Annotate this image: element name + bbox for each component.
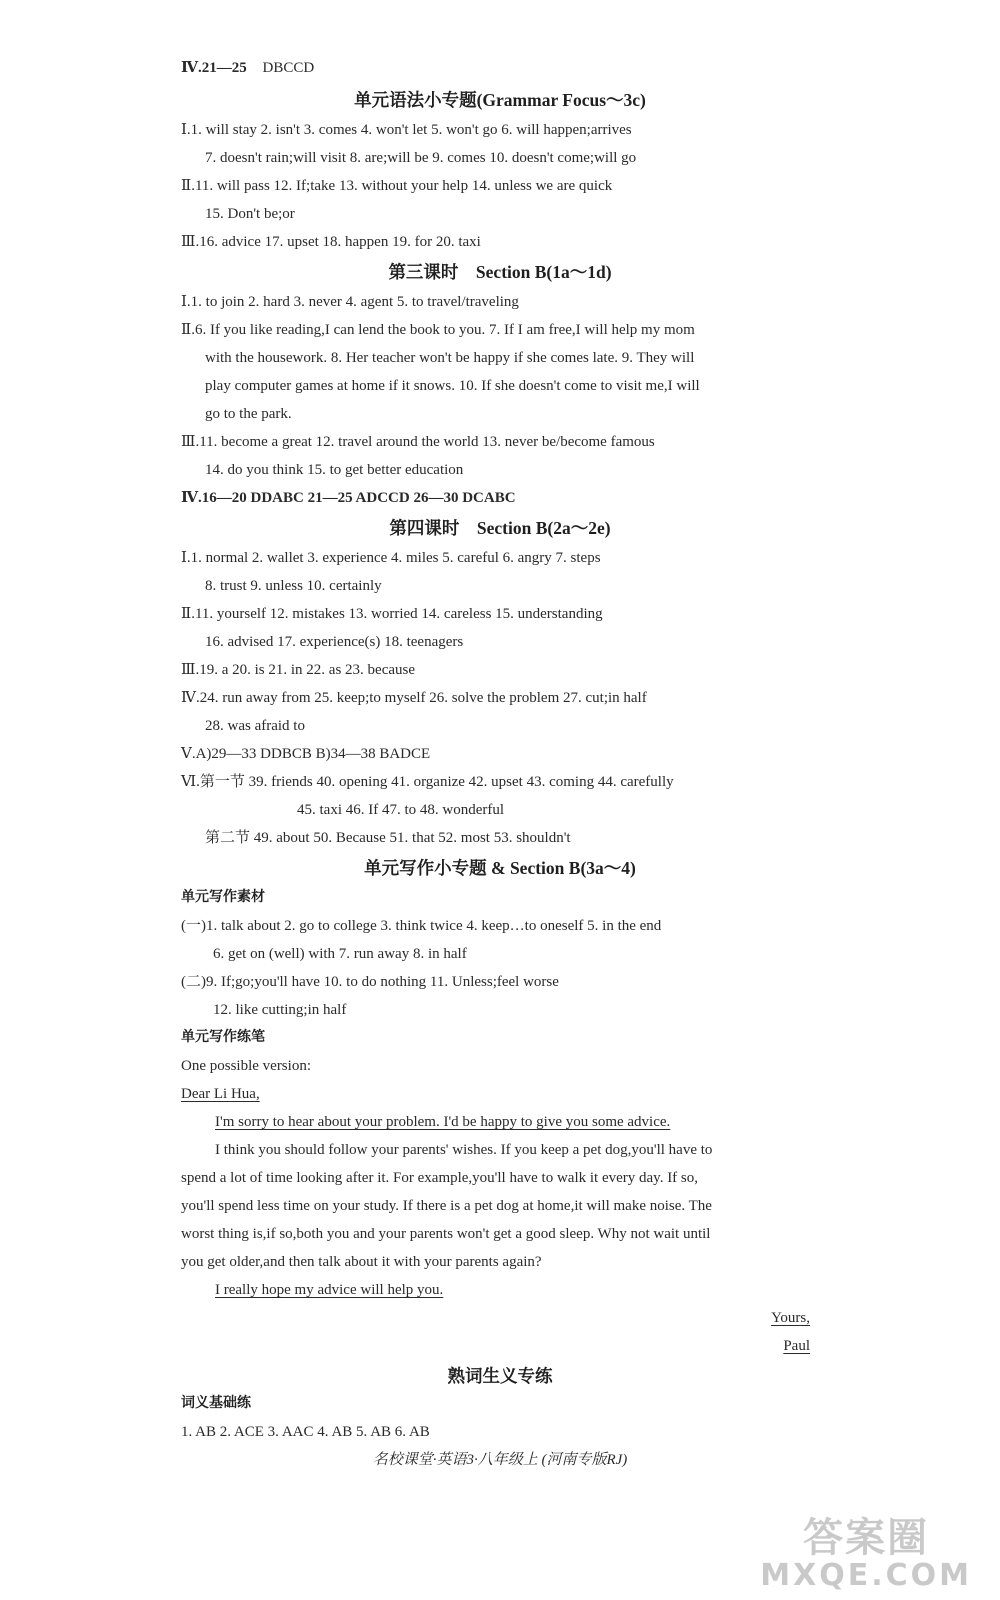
essay-line: worst thing is,if so,both you and your parents won't get a good sleep. Why not wait until	[181, 1226, 711, 1242]
essay-line: you'll spend less time on your study. If there is a pet dog at home,it will make noise. The	[181, 1198, 712, 1214]
answer-line: play computer games at home if it snows. 10. If she doesn't come to visit me,I will	[205, 378, 700, 394]
answer-line: Ⅳ.16—20 DDABC 21—25 ADCCD 26—30 DCABC	[181, 490, 516, 506]
answer-line: with the housework. 8. Her teacher won't be happy if she comes late. 9. They will	[205, 350, 695, 366]
answer-line: 16. advised 17. experience(s) 18. teenagers	[205, 634, 464, 650]
section-heading: 熟词生义专练	[447, 1366, 553, 1386]
essay-signature: Paul	[783, 1338, 810, 1354]
answer-line: 14. do you think 15. to get better education	[205, 462, 464, 478]
answer-line: 7. doesn't rain;will visit 8. are;will be 9. comes 10. doesn't come;will go	[205, 150, 637, 166]
question-range: 21—25	[201, 60, 247, 76]
answer-line: 45. taxi 46. If 47. to 48. wonderful	[297, 802, 505, 818]
essay-line: spend a lot of time looking after it. For example,you'll have to walk it every day. If so,	[181, 1170, 699, 1186]
answer-line: Ⅱ.6. If you like reading,I can lend the book to you. 7. If I am free,I will help my mom	[181, 322, 695, 338]
answer-line: Ⅴ.A)29—33 DDBCB B)34—38 BADCE	[181, 746, 431, 762]
essay-intro: One possible version:	[181, 1058, 311, 1074]
answer-line: Ⅰ.1. will stay 2. isn't 3. comes 4. won't let 5. won't go 6. will happen;arrives	[181, 122, 632, 138]
answer-line: Ⅳ.24. run away from 25. keep;to myself 26. solve the problem 27. cut;in half	[181, 690, 647, 706]
answer-line: 28. was afraid to	[205, 718, 305, 734]
answer-line: 15. Don't be;or	[205, 206, 295, 222]
answer-line: (一)1. talk about 2. go to college 3. think twice 4. keep…to oneself 5. in the end	[181, 918, 662, 934]
answer-line: 12. like cutting;in half	[213, 1002, 347, 1018]
section-heading: 单元写作小专题 & Section B(3a～4)	[364, 858, 636, 878]
answer-line: Ⅲ.16. advice 17. upset 18. happen 19. for 20. taxi	[181, 234, 481, 250]
answer-text: DBCCD	[262, 60, 315, 76]
section-heading: 单元语法小专题(Grammar Focus～3c)	[354, 90, 646, 110]
essay-signoff: Yours,	[771, 1310, 810, 1326]
answer-line: Ⅱ.11. yourself 12. mistakes 13. worried 14. careless 15. understanding	[181, 606, 603, 622]
subheading: 单元写作素材	[181, 890, 265, 905]
watermark-text: 答案圈	[803, 1515, 930, 1561]
answer-line	[181, 58, 314, 78]
answer-line: (二)9. If;go;you'll have 10. to do nothing 11. Unless;feel worse	[181, 974, 559, 990]
answer-line: go to the park.	[205, 406, 292, 422]
watermark-url: MXQE.COM	[760, 1558, 972, 1593]
answer-line: Ⅰ.1. normal 2. wallet 3. experience 4. miles 5. careful 6. angry 7. steps	[181, 550, 601, 566]
answer-line: Ⅲ.19. a 20. is 21. in 22. as 23. because	[181, 662, 416, 678]
subheading: 单元写作练笔	[181, 1030, 265, 1045]
answer-line: 1. AB 2. ACE 3. AAC 4. AB 5. AB 6. AB	[181, 1424, 430, 1440]
page-footer: 名校课堂·英语3·八年级上 (河南专版RJ)	[372, 1452, 628, 1468]
essay-line: I'm sorry to hear about your problem. I'd be happy to give you some advice.	[215, 1114, 671, 1130]
answer-line: 8. trust 9. unless 10. certainly	[205, 578, 382, 594]
section-heading: 第四课时 Section B(2a～2e)	[389, 518, 611, 538]
essay-closing: I really hope my advice will help you.	[215, 1282, 444, 1298]
watermark-logo	[760, 1516, 972, 1592]
answer-line: 第二节 49. about 50. Because 51. that 52. most 53. shouldn't	[205, 830, 571, 846]
answer-line: 6. get on (well) with 7. run away 8. in half	[213, 946, 467, 962]
subheading: 词义基础练	[181, 1396, 251, 1411]
essay-line: you get older,and then talk about it with your parents again?	[181, 1254, 542, 1270]
section-number: Ⅳ.	[181, 60, 202, 76]
answer-line: Ⅱ.11. will pass 12. If;take 13. without your help 14. unless we are quick	[181, 178, 613, 194]
answer-line: Ⅰ.1. to join 2. hard 3. never 4. agent 5. to travel/traveling	[181, 294, 519, 310]
essay-salutation: Dear Li Hua,	[181, 1086, 260, 1102]
answer-line: Ⅲ.11. become a great 12. travel around the world 13. never be/become famous	[181, 434, 655, 450]
essay-line: I think you should follow your parents' wishes. If you keep a pet dog,you'll have to	[215, 1142, 713, 1158]
answer-line: Ⅵ.第一节 39. friends 40. opening 41. organize 42. upset 43. coming 44. carefully	[181, 774, 674, 790]
section-heading: 第三课时 Section B(1a～1d)	[388, 262, 612, 282]
